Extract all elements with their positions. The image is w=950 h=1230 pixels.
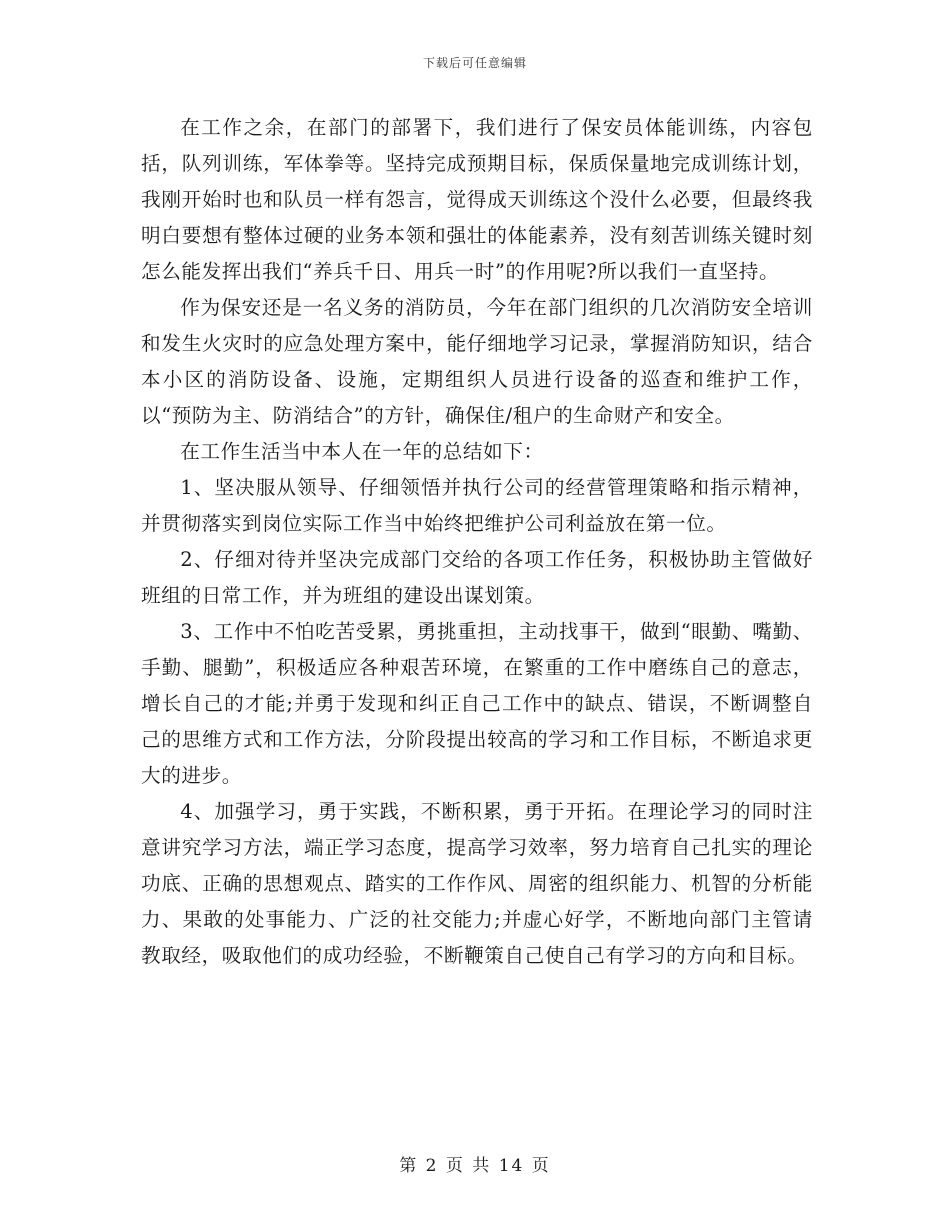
page-number: 第 2 页 共 14 页 [399,1156,551,1176]
paragraph-training: 在工作之余，在部门的部署下，我们进行了保安员体能训练，内容包括，队列训练，军体拳等。坚持完成预期目标，保质保量地完成训练计划，我刚开始时也和队员一样有怨言，觉得成天训练这个没什么必要，但最终我明白要想有整体过硬的业务本领和强壮的体能素养，没有刻苦训练关键时刻怎么能发挥出我们“养兵千日、用兵一时”的作用呢?所以我们一直坚持。 [141,116,813,283]
paragraph-item-3: 3、工作中不怕吃苦受累，勇挑重担，主动找事干，做到“眼勤、嘴勤、手勤、腿勤”，积极适应各种艰苦环境，在繁重的工作中磨练自己的意志，增长自己的才能;并勇于发现和纠正自己工作中的缺点、错误，不断调整自己的思维方式和工作方法，分阶段提出较高的学习和工作目标，不断追求更大的进步。 [141,620,813,787]
paragraph-item-2: 2、仔细对待并坚决完成部门交给的各项工作任务，积极协助主管做好班组的日常工作，并为班组的建设出谋划策。 [141,548,813,607]
paragraph-item-4: 4、加强学习，勇于实践，不断积累，勇于开拓。在理论学习的同时注意讲究学习方法，端正学习态度，提高学习效率，努力培育自己扎实的理论功底、正确的思想观点、踏实的工作作风、周密的组织能力、机智的分析能力、果敢的处事能力、广泛的社交能力;并虚心好学，不断地向部门主管请教取经，吸取他们的成功经验，不断鞭策自己使自己有学习的方向和目标。 [141,800,813,967]
paragraph-summary-intro: 在工作生活当中本人在一年的总结如下： [180,440,544,463]
page-header: 下载后可任意编辑 [422,56,527,70]
document-body [141,110,813,974]
paragraph-item-1: 1、坚决服从领导、仔细领悟并执行公司的经营管理策略和指示精神，并贯彻落实到岗位实际工作当中始终把维护公司利益放在第一位。 [141,476,813,535]
paragraph-fire-safety: 作为保安还是一名义务的消防员，今年在部门组织的几次消防安全培训和发生火灾时的应急处理方案中，能仔细地学习记录，掌握消防知识，结合本小区的消防设备、设施，定期组织人员进行设备的巡查和维护工作，以“预防为主、防消结合”的方针，确保住/租户的生命财产和安全。 [141,296,813,427]
